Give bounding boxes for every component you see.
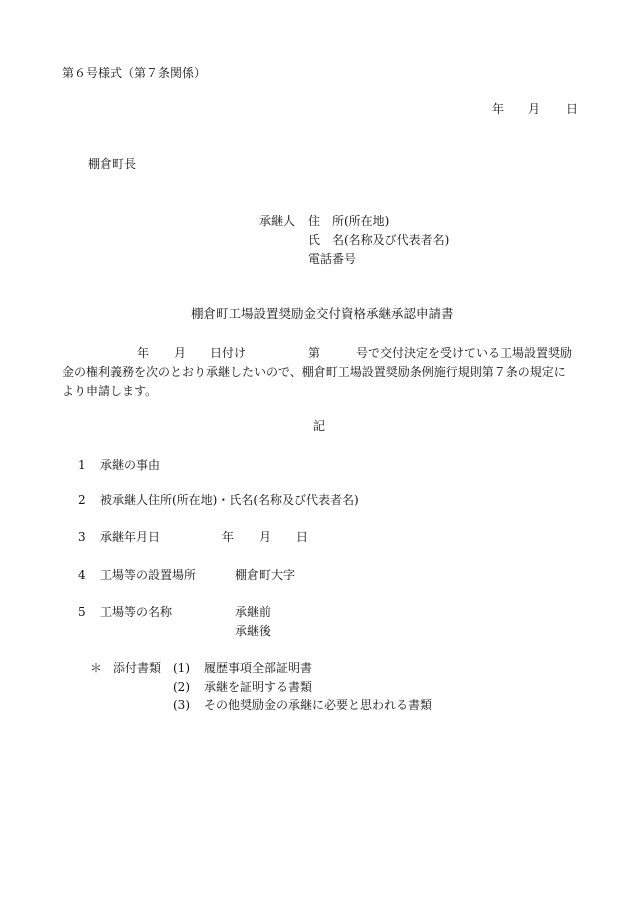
item-label: 工場等の設置場所 xyxy=(100,568,197,582)
attachment-text: 履歴事項全部証明書 xyxy=(204,661,313,675)
date-year: 年 xyxy=(492,102,505,116)
item-number: 3 xyxy=(78,530,86,544)
ki-heading: 記 xyxy=(313,419,326,433)
applicant-name: 氏 名(名称及び代表者名) xyxy=(308,233,450,247)
attachment-number: (1) xyxy=(173,661,190,675)
applicant-label: 承継人 xyxy=(259,214,296,228)
form-label: 第６号様式（第７条関係） xyxy=(62,66,207,80)
date-day: 日 xyxy=(566,102,579,116)
body-month: 月 xyxy=(174,346,187,360)
item-after: 承継後 xyxy=(235,624,272,638)
body-line1-rest: 号で交付決定を受けている工場設置奨励 xyxy=(356,346,573,360)
body-dated: 日付け xyxy=(210,346,247,360)
attachments-label: 添付書類 xyxy=(113,661,162,675)
applicant-address: 住 所(所在地) xyxy=(308,214,390,228)
body-year: 年 xyxy=(137,346,150,360)
attachment-text: その他奨励金の承継に必要と思われる書類 xyxy=(204,698,433,712)
item-year: 年 xyxy=(222,530,235,544)
item-day: 日 xyxy=(296,530,309,544)
item-label: 承継年月日 xyxy=(100,530,161,544)
item-number: 5 xyxy=(78,605,86,619)
attachment-text: 承継を証明する書類 xyxy=(204,680,313,694)
addressee: 棚倉町長 xyxy=(88,157,137,171)
document-title: 棚倉町工場設置奨励金交付資格承継承認申請書 xyxy=(191,306,454,321)
attachment-number: (2) xyxy=(173,680,190,694)
date-month: 月 xyxy=(528,102,541,116)
item-before: 承継前 xyxy=(235,605,272,619)
item-label: 承継の事由 xyxy=(100,458,161,472)
item-month: 月 xyxy=(259,530,272,544)
item-label: 工場等の名称 xyxy=(100,605,173,619)
item-number: 2 xyxy=(78,493,86,507)
attachments-mark: ＊ xyxy=(90,661,103,675)
body-line3: より申請します。 xyxy=(62,384,158,398)
body-no-prefix: 第 xyxy=(308,346,321,360)
attachment-number: (3) xyxy=(173,698,190,712)
item-number: 4 xyxy=(78,568,86,582)
item-number: 1 xyxy=(78,458,86,472)
item-label: 被承継人住所(所在地)・氏名(名称及び代表者名) xyxy=(100,493,359,507)
body-line2: 金の権利義務を次のとおり承継したいので、棚倉町工場設置奨励条例施行規則第７条の規定に xyxy=(62,365,566,379)
applicant-phone: 電話番号 xyxy=(308,252,357,266)
item-value: 棚倉町大字 xyxy=(235,568,296,582)
